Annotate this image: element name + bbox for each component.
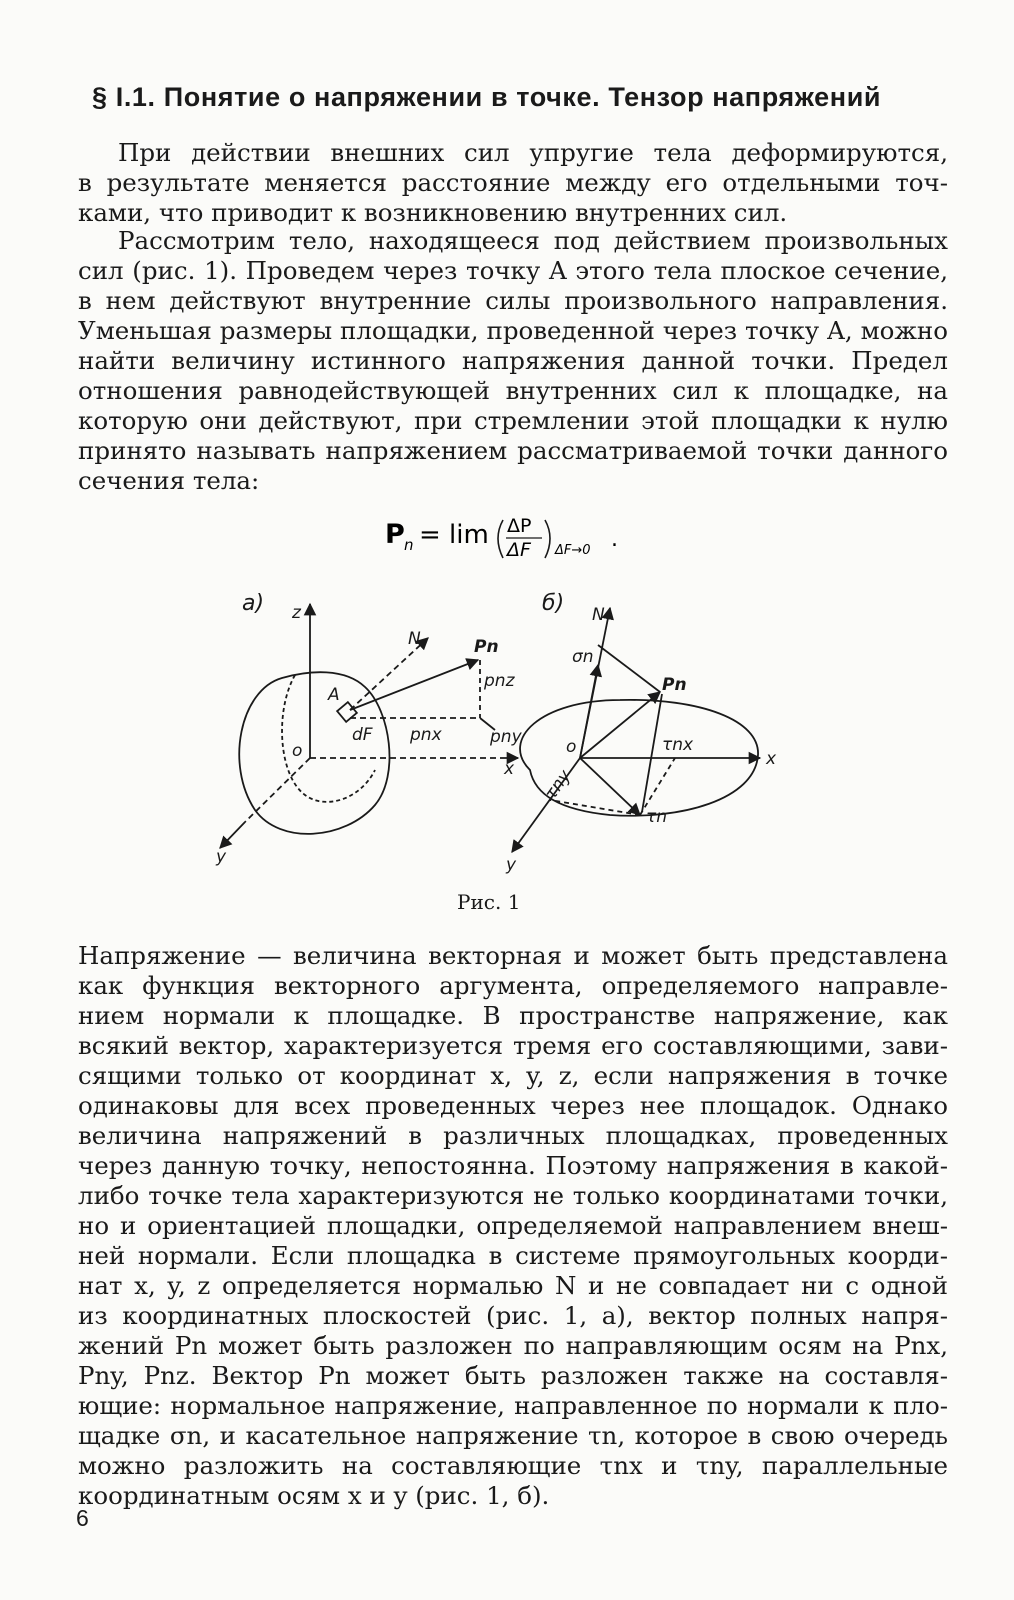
text-line: Pny, Pnz. Вектор Pn может быть разложен также на составля-: [78, 1361, 948, 1390]
text-line: нат x, y, z определяется нормалью N и не совпадает ни с одной: [78, 1271, 948, 1300]
label-a: a): [242, 591, 265, 616]
area-element-dF: [337, 702, 357, 722]
y-axis-b: [512, 758, 580, 852]
label-b: б): [542, 591, 565, 616]
text-line: принято называть напряжением рассматриваемой точки данного: [78, 436, 948, 465]
right-paren: [545, 520, 550, 558]
text-line: Напряжение — величина векторная и может быть представлена: [78, 941, 948, 970]
text-line: ками, что приводит к возникновению внутренних сил.: [78, 198, 788, 227]
formula-lhs: P: [385, 519, 405, 550]
left-paren: [498, 520, 503, 558]
label-tau-ny: τny: [541, 766, 576, 804]
y-axis-arrow-a: [220, 822, 245, 848]
text-line: сил (рис. 1). Проведем через точку A этого тела плоское сечение,: [78, 256, 948, 285]
text-line: можно разложить на составляющие τnx и τny, параллельные: [78, 1451, 948, 1480]
vector-Pn-a: [350, 660, 478, 710]
text-line: которую они действуют, при стремлении этой площадки к нулю: [78, 406, 948, 435]
label-o-b: o: [566, 737, 577, 757]
label-N-a: N: [408, 629, 421, 649]
label-z: z: [292, 603, 301, 623]
page-number: 6: [76, 1505, 89, 1531]
text-line: одинаковы для всех проведенных через нее площадок. Однако: [78, 1091, 948, 1120]
tau-pn-link: [642, 694, 662, 812]
formula-lim: = lim: [419, 520, 489, 550]
label-pnx: pnx: [410, 725, 442, 745]
text-line: через данную точку, непостоянна. Поэтому напряжения в какой-: [78, 1151, 948, 1180]
text-line: в нем действуют внутренние силы произвольного направления.: [78, 286, 948, 315]
formula-period: .: [611, 527, 618, 552]
label-A: A: [328, 685, 340, 705]
figure-caption: Рис. 1: [457, 890, 521, 914]
label-tau-n: τn: [646, 807, 668, 827]
figure-1-diagram: [200, 590, 840, 880]
label-o-a: o: [292, 741, 303, 761]
text-line: отношения равнодействующей внутренних сил к площадке, на: [78, 376, 948, 405]
text-line: либо точке тела характеризуются не только координатами точки,: [78, 1181, 948, 1210]
text-line: При действии внешних сил упругие тела деформируются,: [118, 138, 948, 167]
text-line: всякий вектор, характеризуется тремя его составляющими, зави-: [78, 1031, 948, 1060]
label-Pn-b: Pn: [662, 675, 687, 695]
label-y-b: y: [506, 855, 517, 875]
text-line: но и ориентацией площадки, определяемой направлением внеш-: [78, 1211, 948, 1240]
text-line: щадке σn, и касательное напряжение τn, которое в свою очередь: [78, 1421, 948, 1450]
formula-lhs-subscript: n: [404, 536, 414, 554]
label-Pn-a: Pn: [474, 637, 499, 657]
label-sigma-n: σn: [572, 647, 594, 667]
label-dF: dF: [352, 725, 373, 745]
pn-sigma-link: [598, 645, 660, 692]
text-line: Уменьшая размеры площадки, проведенной через точку A, можно: [78, 316, 948, 345]
label-N-b: N: [592, 605, 605, 625]
text-line: как функция векторного аргумента, определяемого направле-: [78, 971, 948, 1000]
text-line: найти величину истинного напряжения данной точки. Предел: [78, 346, 948, 375]
text-line: сящими только от координат x, y, z, если напряжения в точке: [78, 1061, 948, 1090]
text-line: Рассмотрим тело, находящееся под действием произвольных: [118, 226, 948, 255]
text-line: сечения тела:: [78, 466, 260, 495]
formula-limit-subscript: ΔF→0: [555, 543, 591, 558]
paragraph-1: [78, 138, 948, 228]
label-tau-nx: τnx: [662, 735, 694, 755]
section-heading: § I.1. Понятие о напряжении в точке. Тензор напряжений: [92, 82, 882, 112]
vector-tau-n: [580, 758, 640, 815]
panel-b: [512, 608, 760, 852]
text-line: величина напряжений в различных площадках, проведенных: [78, 1121, 948, 1150]
body-outline-a: [239, 672, 389, 834]
label-y-a: y: [216, 847, 227, 867]
text-line: ющие: нормальное напряжение, направленное по нормали к пло-: [78, 1391, 948, 1420]
label-x-a: x: [504, 759, 515, 779]
paragraph-2: [78, 226, 948, 496]
text-line: ней нормали. Если площадка в системе прямоугольных коорди-: [78, 1241, 948, 1270]
text-line: жений Pn может быть разложен по направляющим осям на Pnx,: [78, 1331, 948, 1360]
label-x-b: x: [766, 749, 777, 769]
vector-sigma-n: [580, 665, 598, 758]
text-line: нием нормали к площадке. В пространстве напряжение, как: [78, 1001, 948, 1030]
stress-limit-formula: [385, 508, 645, 562]
formula-numerator: ΔP: [507, 515, 532, 537]
text-line: в результате меняется расстояние между его отдельными точ-: [78, 168, 948, 197]
text-line: из координатных плоскостей (рис. 1, a), вектор полных напря-: [78, 1301, 948, 1330]
label-pny: pny: [490, 727, 522, 747]
paragraph-3: [78, 941, 948, 1511]
text-line: координатным осям x и y (рис. 1, б).: [78, 1481, 550, 1510]
formula-denominator: ΔF: [507, 539, 531, 561]
label-pnz: pnz: [484, 671, 515, 691]
